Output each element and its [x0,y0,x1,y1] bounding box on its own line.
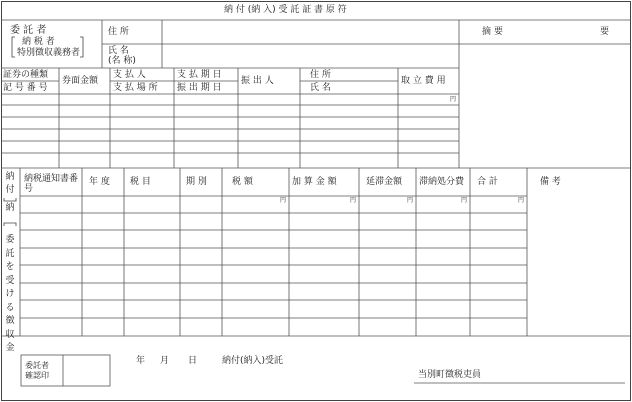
pay-place-header: 支 払 場 所 [113,83,158,93]
tax-amount-header: 税 額 [232,177,253,187]
total-yen: 円 [518,197,525,204]
name-label: 氏 名 [108,46,129,56]
consignor-label: 委 託 者 [10,25,47,36]
drawer-address-header: 住 所 [310,70,331,80]
tax-amount-yen: 円 [280,197,287,204]
face-value-header: 券面金額 [62,76,99,86]
address-label: 住 所 [108,27,129,37]
name-sub-label: (名 称) [108,56,136,66]
special-collector-label: 特別徴収義務者 [17,48,81,58]
delinquency-header: 延滞金額 [366,177,403,187]
payer-header: 支 払 人 [113,70,146,80]
year-header: 年 度 [89,177,110,187]
securities-type-header: 証券の種類 [3,70,49,80]
footer-accepted: 納付(納入)受託 [222,356,284,366]
footer-day: 日 [188,356,198,366]
tax-item-header: 税 目 [130,177,151,187]
footer-officer: 当別町徴税吏員 [418,370,482,380]
surcharge-yen: 円 [350,197,357,204]
collection-fee-header: 取 立 費 用 [401,76,446,86]
issue-date-header: 振 出 期 日 [177,83,222,93]
remarks-label-end: 要 [600,27,610,37]
footer-month: 月 [160,356,170,366]
side-label-bottom: 委 託 を 受 け る 徴 収 金 [5,235,15,353]
disposal-fee-yen: 円 [461,197,468,204]
drawer-header: 振 出 人 [241,76,274,86]
collection-fee-yen: 円 [450,96,457,103]
surcharge-header: 加 算 金 額 [292,177,337,187]
disposal-fee-header: 滞納処分費 [419,177,465,187]
seal-label-line1: 委託者 [25,361,49,370]
footer-year: 年 [136,356,146,366]
total-header: 合 計 [477,177,498,187]
seal-label-line2: 確認印 [25,371,49,380]
side-label-top: 納 付 納 [5,172,15,213]
period-header: 期 別 [186,177,207,187]
securities-number-header: 記 号 番 号 [3,83,48,93]
taxpayer-label: 納 税 者 [22,37,55,47]
drawer-name-header: 氏 名 [310,83,331,93]
remarks-label: 摘 要 [482,27,503,37]
pay-date-header: 支 払 期 日 [177,70,222,80]
note-header: 備 考 [540,177,561,187]
notice-number-header: 納税通知書番号 [24,174,79,194]
delinquency-yen: 円 [407,197,414,204]
form-title: 納 付 (納 入) 受 託 証 書 原 符 [224,5,347,15]
